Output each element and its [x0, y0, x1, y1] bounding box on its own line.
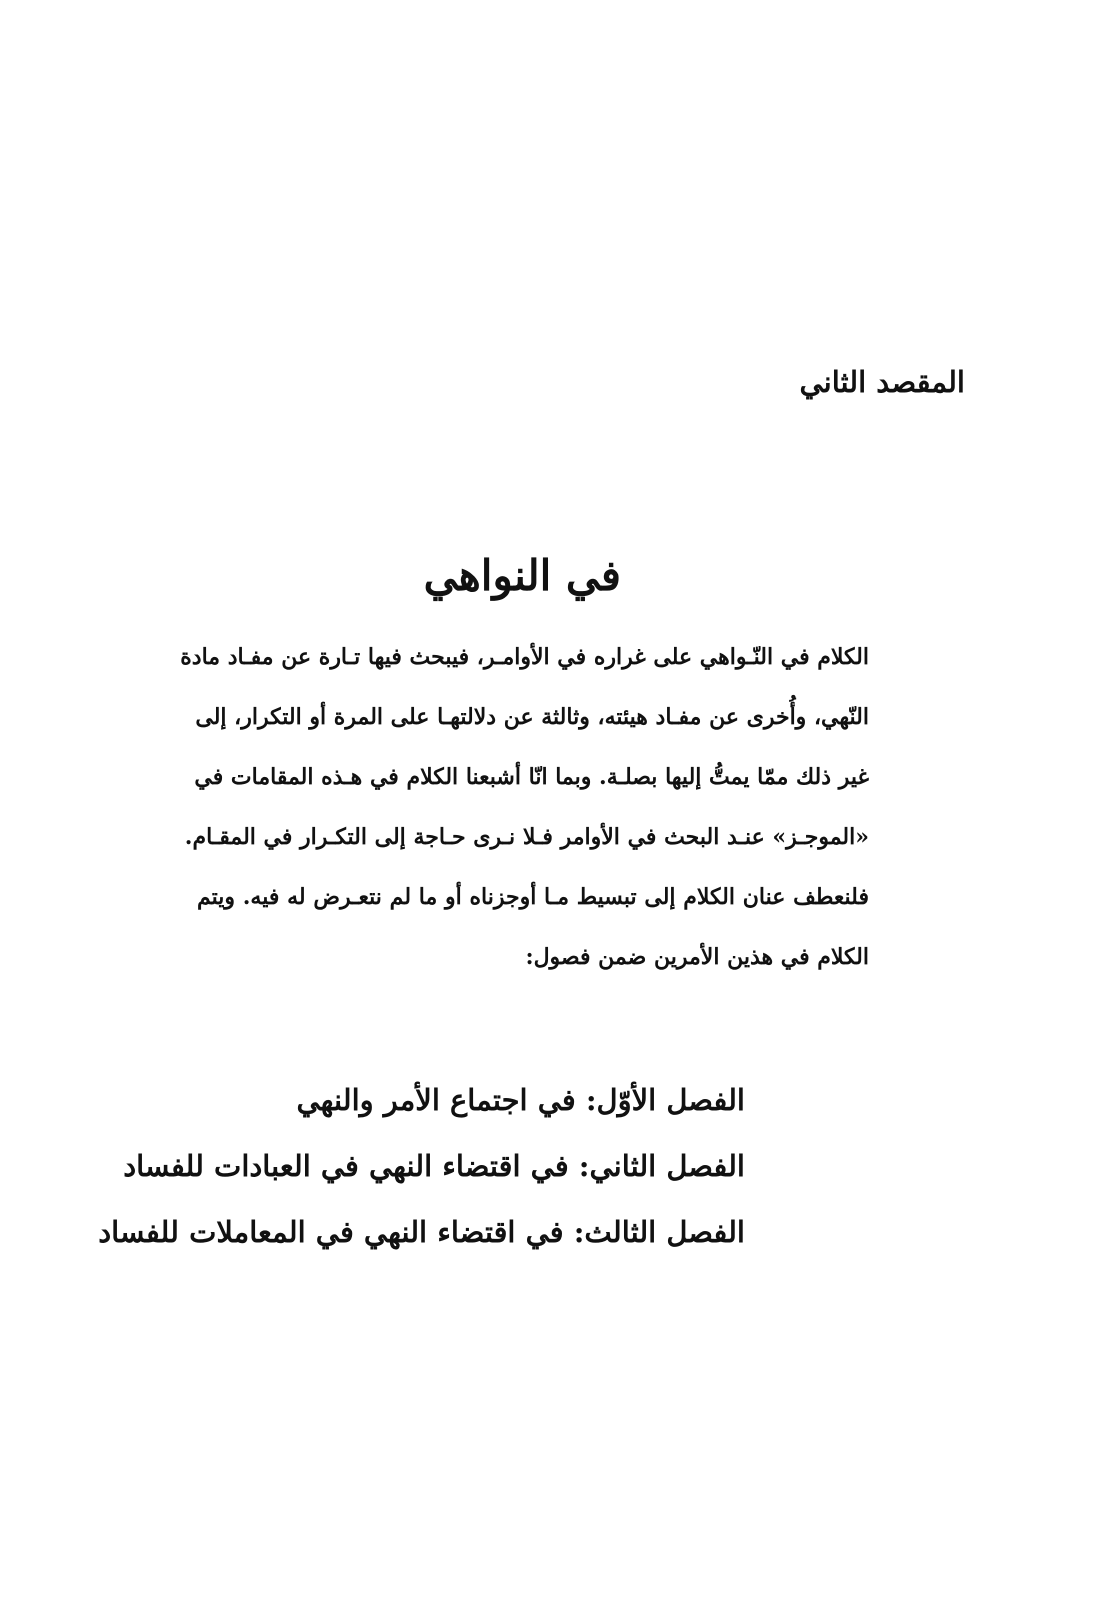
- paragraph-line: الكلام في النّـواهي على غراره في الأوامـر، فيبحث فيها تـارة عن مفـاد مادة: [180, 644, 869, 670]
- page-title: في النواهي: [423, 551, 621, 600]
- paragraph-line: الكلام في هذين الأمرين ضمن فصول:: [525, 944, 869, 970]
- paragraph-line: النّهي، وأُخرى عن مفـاد هيئته، وثالثة عن دلالتهـا على المرة أو التكرار، إلى: [195, 704, 869, 730]
- chapter-item: الفصل الأوّل: في اجتماع الأمر والنهي: [296, 1083, 745, 1117]
- paragraph-line: «الموجـز» عنـد البحث في الأوامر فـلا نـرى حـاجة إلى التكـرار في المقـام.: [184, 824, 869, 850]
- chapter-item: الفصل الثاني: في اقتضاء النهي في العبادات للفساد: [123, 1149, 745, 1183]
- chapter-list: [98, 1078, 745, 1276]
- paragraph-line: فلنعطف عنان الكلام إلى تبسيط مـا أوجزناه أو ما لم نتعـرض له فيه. ويتم: [197, 884, 869, 910]
- section-label: المقصد الثاني: [799, 365, 965, 399]
- intro-paragraph: [180, 640, 869, 1000]
- paragraph-line: غير ذلك ممّا يمتُّ إليها بصلـة. وبما انّا أشبعنا الكلام في هـذه المقامات في: [194, 764, 869, 790]
- chapter-item: الفصل الثالث: في اقتضاء النهي في المعاملات للفساد: [98, 1215, 745, 1249]
